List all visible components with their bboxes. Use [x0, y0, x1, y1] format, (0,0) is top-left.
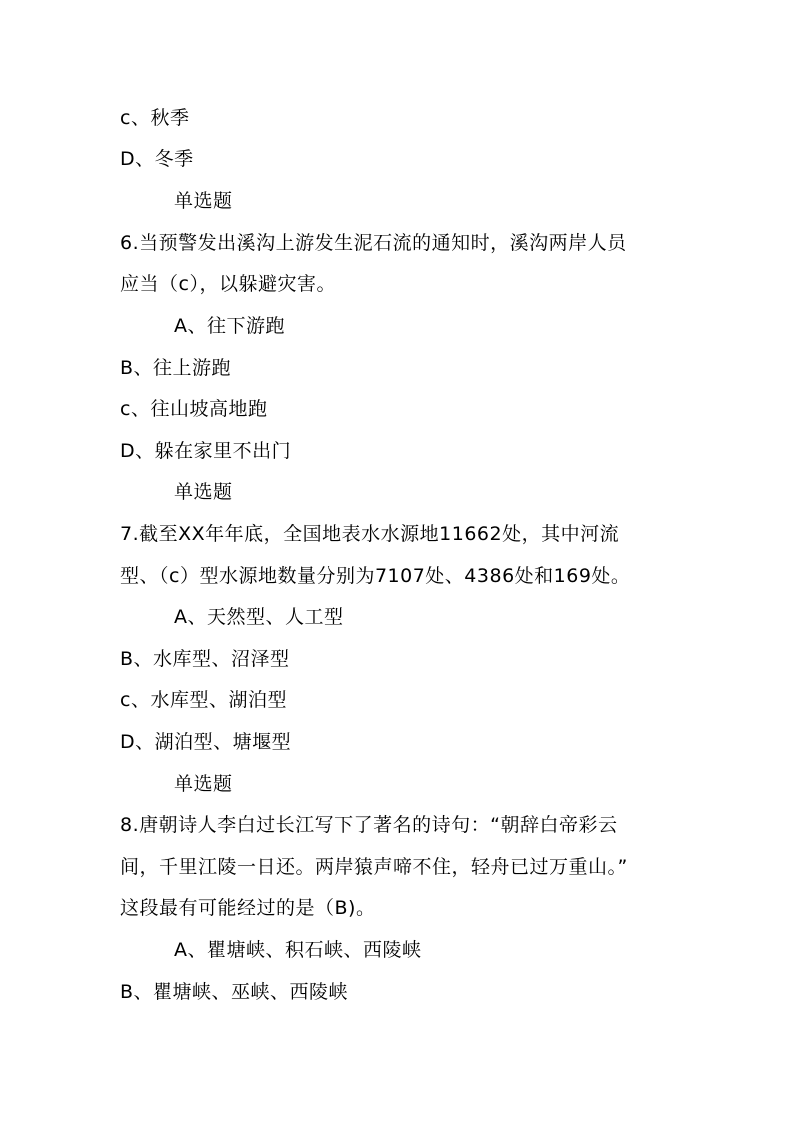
option-d-q7: D、湖泊型、塘堰型 — [120, 731, 292, 753]
option-b-q6: B、往上游跑 — [120, 357, 232, 379]
question-6-line-2: 应当（c），以躲避灾害。 — [120, 273, 336, 295]
option-c-q6: c、往山坡高地跑 — [120, 398, 268, 420]
option-a-q7: A、天然型、人工型 — [174, 606, 344, 628]
option-c-q7: c、水库型、湖泊型 — [120, 689, 287, 711]
option-d-q5: D、冬季 — [120, 148, 194, 170]
question-type-q6: 单选题 — [174, 190, 233, 212]
option-b-q7: B、水库型、沼泽型 — [120, 648, 290, 670]
option-a-q8: A、瞿塘峡、积石峡、西陵峡 — [174, 939, 422, 961]
question-8-line-3: 这段最有可能经过的是（B)。 — [120, 897, 376, 919]
option-c-q5: c、秋季 — [120, 107, 190, 129]
option-a-q6: A、往下游跑 — [174, 315, 285, 337]
question-type-q8: 单选题 — [174, 773, 233, 795]
question-type-q7: 单选题 — [174, 481, 233, 503]
question-8-line-2: 间，千里江陵一日还。两岸猿声啼不住，轻舟已过万重山。” — [120, 856, 628, 878]
question-6-line-1: 6.当预警发出溪沟上游发生泥石流的通知时，溪沟两岸人员 — [120, 232, 627, 254]
question-7-line-2: 型、（c）型水源地数量分别为7107处、4386处和169处。 — [120, 565, 631, 587]
option-d-q6: D、躲在家里不出门 — [120, 440, 292, 462]
question-7-line-1: 7.截至XX年年底，全国地表水水源地11662处，其中河流 — [120, 523, 620, 545]
option-b-q8: B、瞿塘峡、巫峡、西陵峡 — [120, 981, 349, 1003]
question-8-line-1: 8.唐朝诗人李白过长江写下了著名的诗句：“朝辞白帝彩云 — [120, 814, 618, 836]
